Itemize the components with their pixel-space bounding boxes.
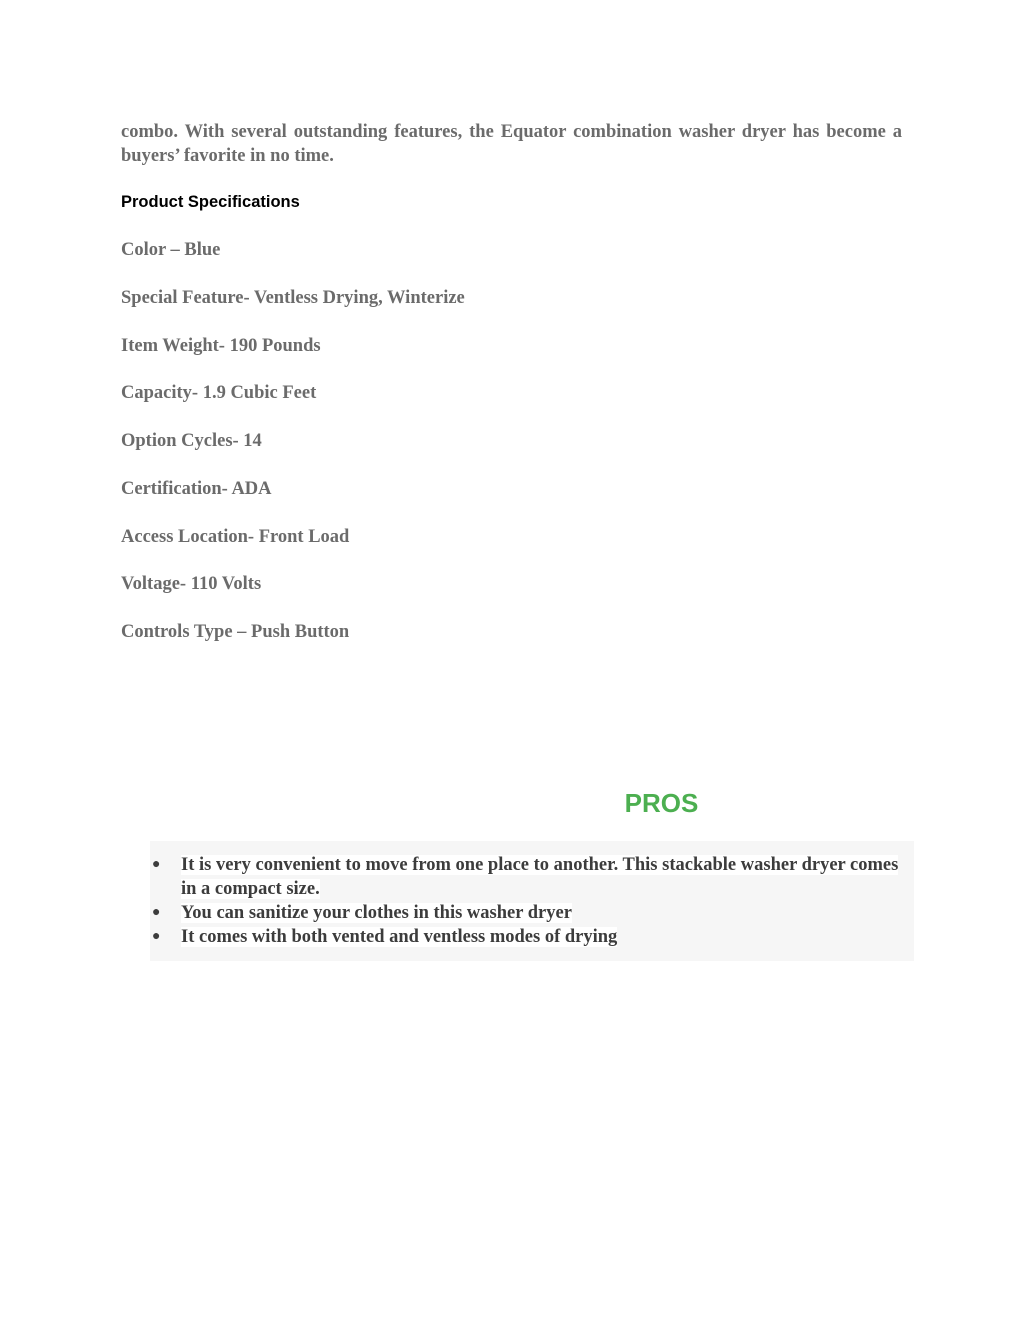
- pros-item-text: It comes with both vented and ventless modes of drying: [181, 927, 618, 947]
- pros-item: [150, 925, 914, 949]
- spec-option-cycles: Option Cycles- 14: [121, 431, 262, 451]
- bullet-icon: ●: [152, 929, 161, 944]
- spec-controls-type: Controls Type – Push Button: [121, 622, 350, 642]
- pros-item: [150, 853, 914, 901]
- specifications-list: [121, 238, 465, 668]
- spec-special-feature: Special Feature- Ventless Drying, Winterize: [121, 287, 465, 308]
- pros-item: [150, 901, 914, 925]
- bullet-icon: ●: [152, 905, 161, 920]
- intro-paragraph: combo. With several outstanding features, the Equator combination washer dryer has become a buyers’ favorite in no time.: [121, 122, 902, 166]
- spec-capacity: Capacity- 1.9 Cubic Feet: [121, 383, 317, 404]
- document-page: [121, 120, 902, 818]
- pros-item-text: You can sanitize your clothes in this washer dryer: [181, 903, 572, 923]
- spec-color: Color – Blue: [121, 240, 221, 260]
- specifications-heading: Product Specifications: [121, 193, 300, 211]
- spec-voltage: Voltage- 110 Volts: [121, 574, 262, 595]
- spec-access-location: Access Location- Front Load: [121, 526, 350, 547]
- spec-item-weight: Item Weight- 190 Pounds: [121, 335, 321, 356]
- pros-list: [150, 853, 914, 949]
- spec-certification: Certification- ADA: [121, 478, 272, 499]
- pros-list-box: [150, 841, 914, 961]
- pros-item-text: It is very convenient to move from one place to another. This stackable washer dryer comes in a compact size.: [181, 855, 899, 899]
- pros-heading: PROS: [624, 788, 699, 818]
- bullet-icon: ●: [152, 857, 161, 872]
